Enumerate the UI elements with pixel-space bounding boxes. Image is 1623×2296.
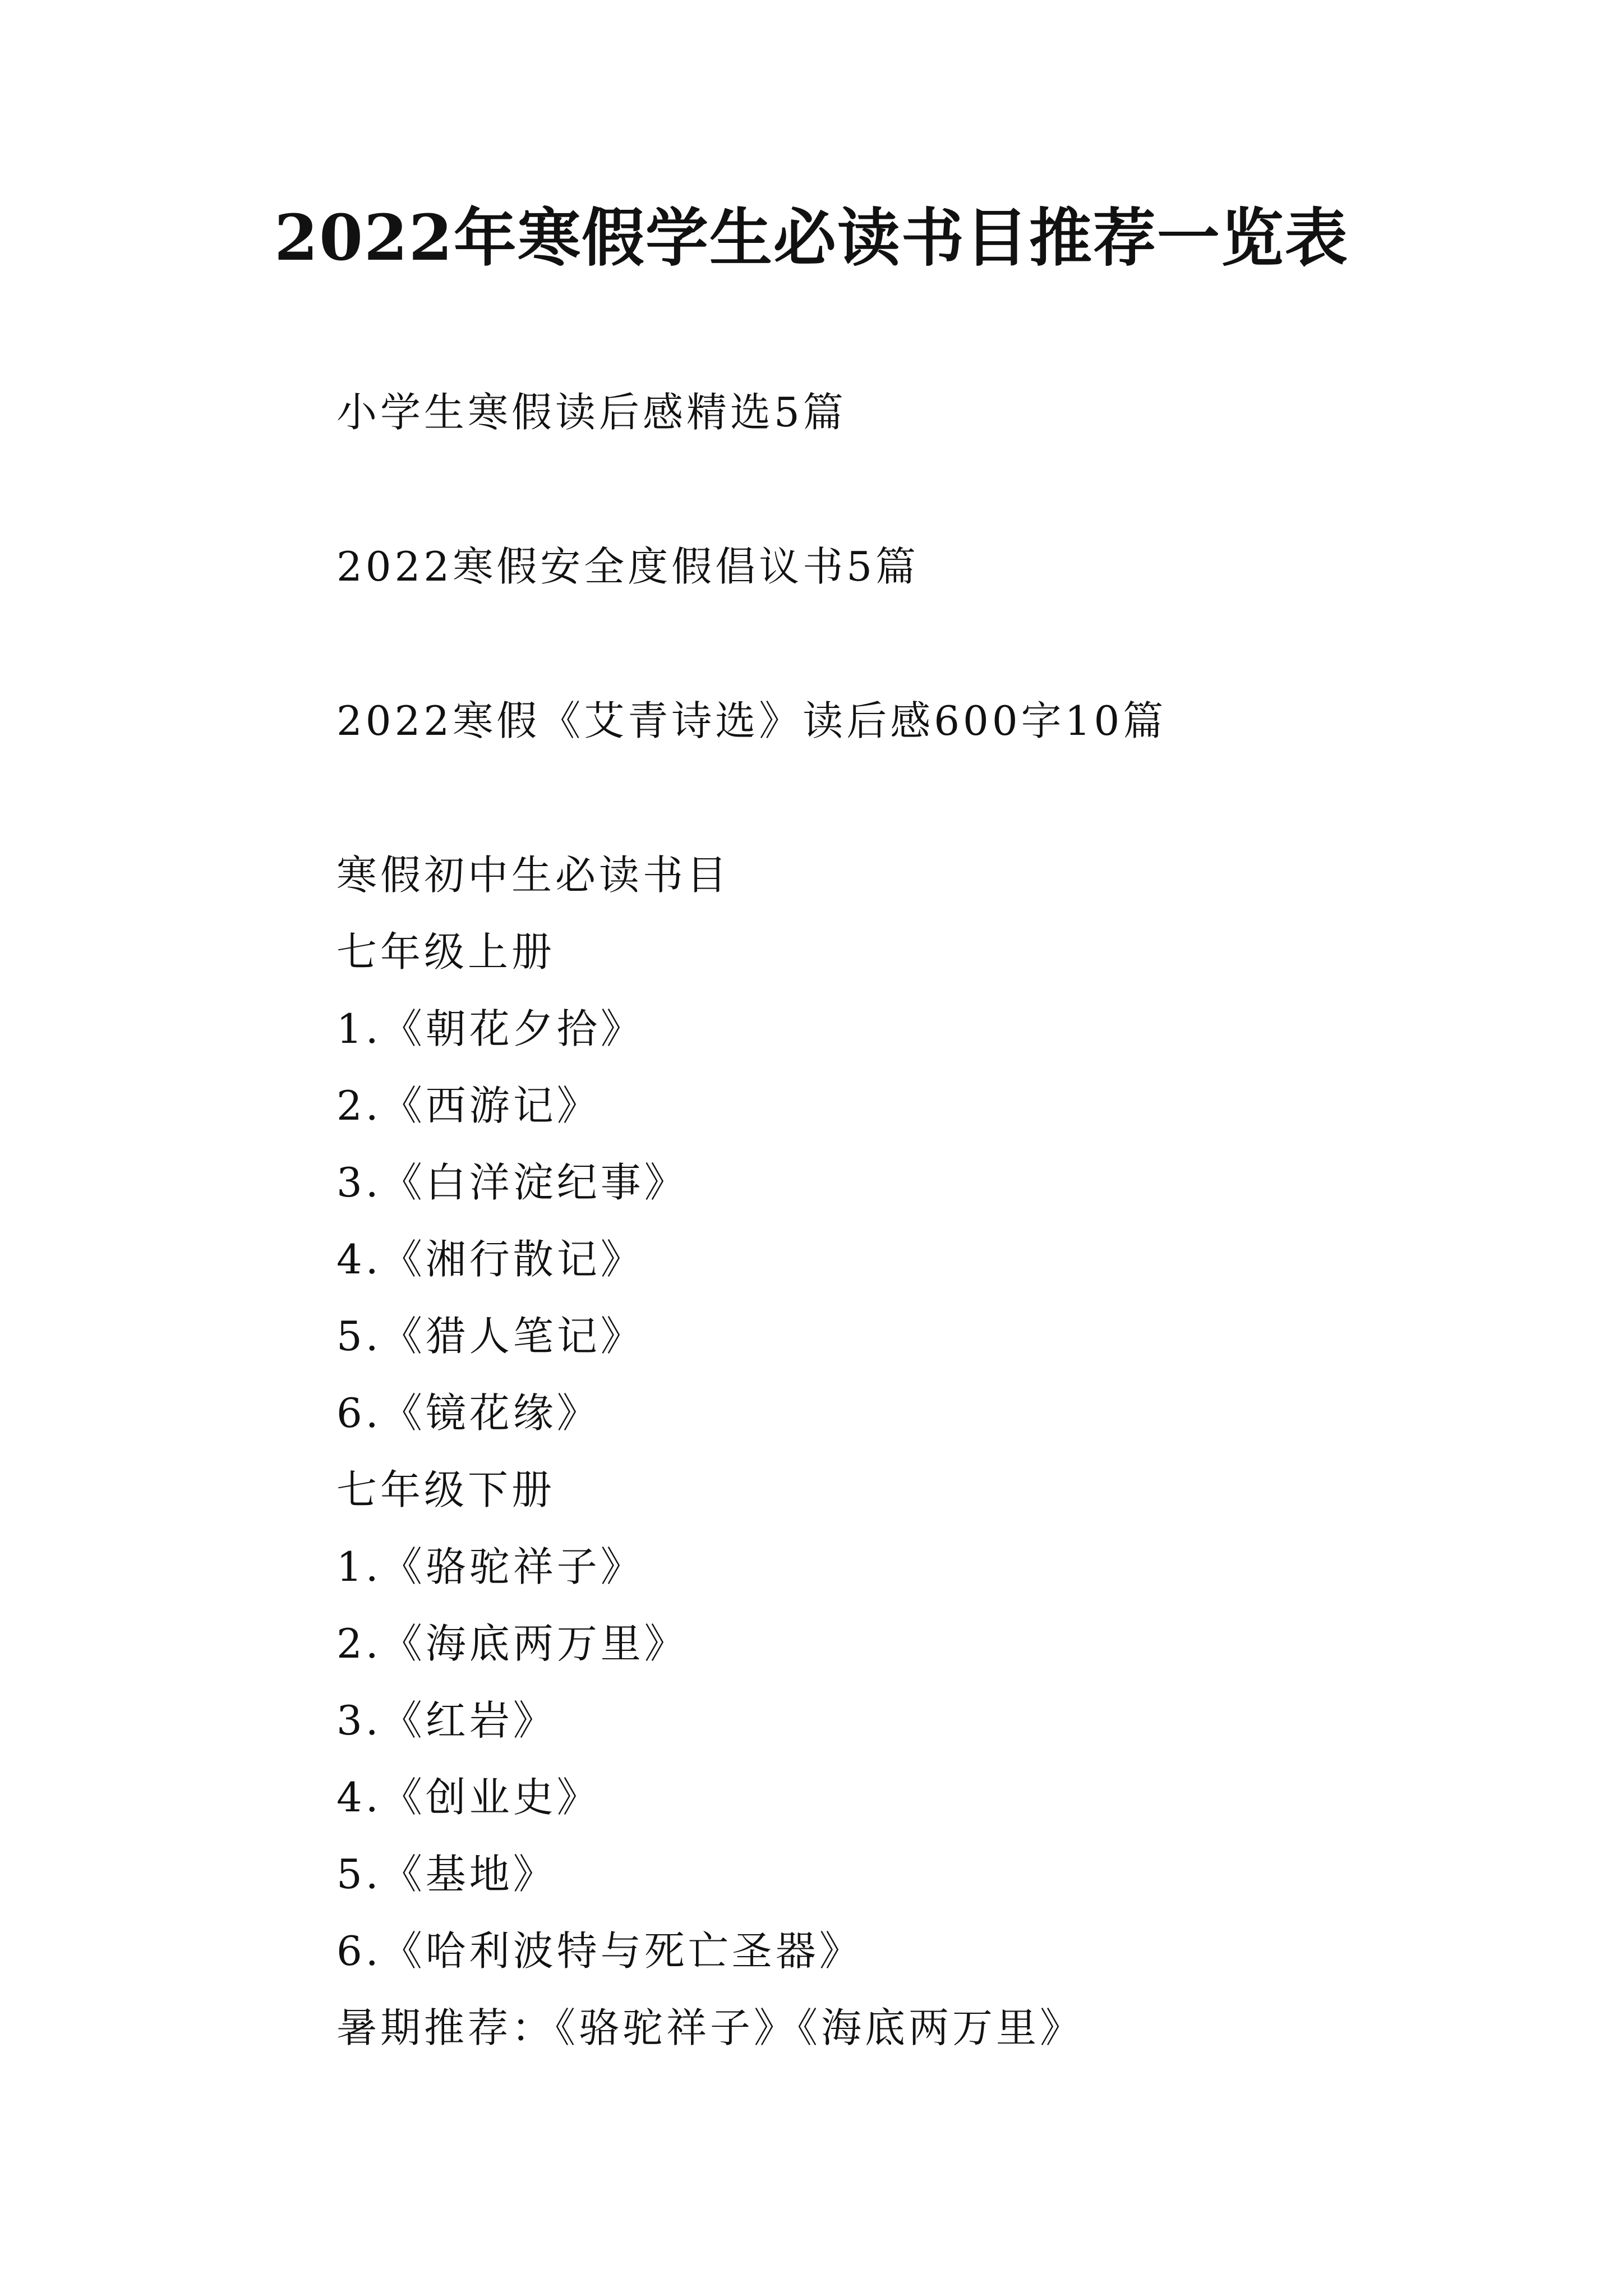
list-item: 5.《基地》 xyxy=(336,1851,557,1898)
grade7-vol2-heading: 七年级下册 xyxy=(336,1466,556,1513)
grade7-vol1-heading: 七年级上册 xyxy=(336,928,556,976)
list-item: 1.《朝花夕拾》 xyxy=(336,1005,644,1052)
related-link-1[interactable]: 小学生寒假读后感精选5篇 xyxy=(336,389,847,436)
list-item: 1.《骆驼祥子》 xyxy=(336,1543,644,1590)
list-item: 5.《猎人笔记》 xyxy=(336,1313,644,1360)
summer-recommendation: 暑期推荐：《骆驼祥子》《海底两万里》 xyxy=(336,2004,1084,2051)
list-item: 4.《创业史》 xyxy=(336,1774,601,1821)
list-item: 2.《海底两万里》 xyxy=(336,1620,688,1667)
page-title: 2022年寒假学生必读书目推荐一览表 xyxy=(274,201,1349,275)
list-item: 3.《白洋淀纪事》 xyxy=(336,1159,688,1206)
list-item: 4.《湘行散记》 xyxy=(336,1236,644,1283)
section-heading: 寒假初中生必读书目 xyxy=(336,852,731,899)
list-item: 6.《哈利波特与死亡圣器》 xyxy=(336,1927,863,1975)
list-item: 6.《镜花缘》 xyxy=(336,1389,601,1437)
related-link-3[interactable]: 2022寒假《艾青诗选》读后感600字10篇 xyxy=(336,697,1167,744)
list-item: 3.《红岩》 xyxy=(336,1697,557,1744)
list-item: 2.《西游记》 xyxy=(336,1082,601,1129)
related-link-2[interactable]: 2022寒假安全度假倡议书5篇 xyxy=(336,543,920,590)
